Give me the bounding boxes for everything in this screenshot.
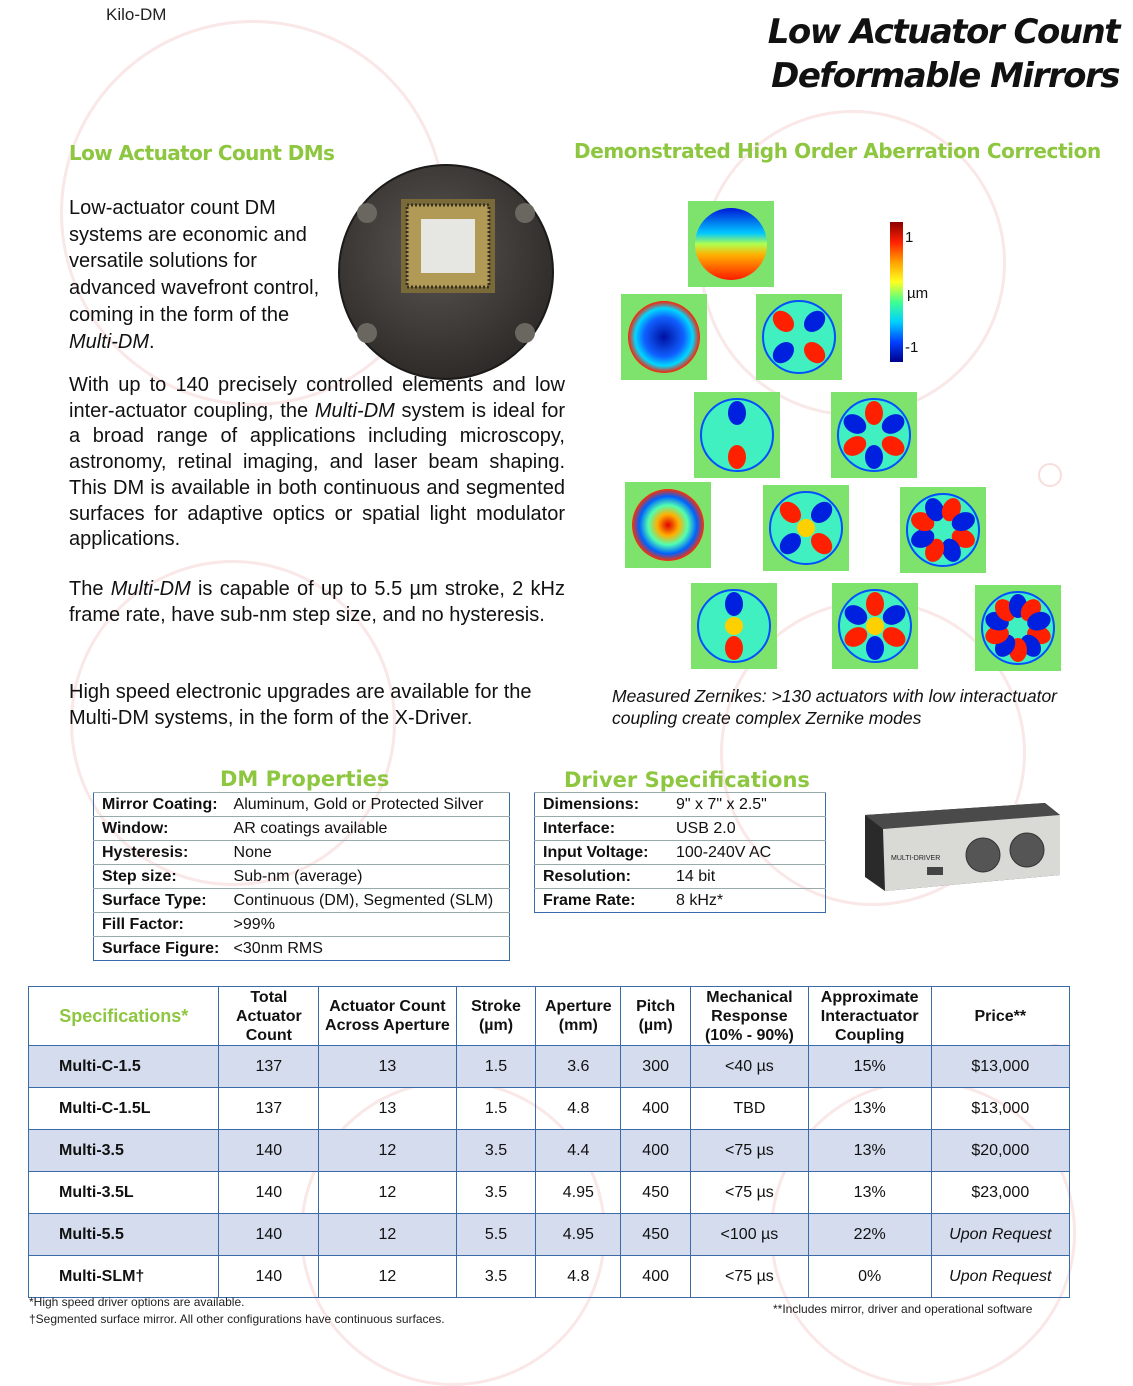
spec-value-cell: 13% (808, 1172, 931, 1214)
spec-value-cell: <75 µs (691, 1130, 809, 1172)
spec-value-cell: 4.4 (536, 1130, 621, 1172)
table-row (29, 1214, 1070, 1256)
section-heading-aberration: Demonstrated High Order Aberration Correction (574, 139, 1101, 163)
spec-value-cell: 3.5 (456, 1172, 536, 1214)
footnote-driver: *High speed driver options are available. (29, 1295, 245, 1309)
spec-value-cell: 400 (621, 1130, 691, 1172)
watermark-dot (1038, 463, 1062, 487)
driver-photo (855, 795, 1065, 895)
p1-emphasis: Multi-DM (314, 399, 395, 422)
table-row (29, 1172, 1070, 1214)
spec-value-cell: 137 (219, 1088, 319, 1130)
p2-emphasis: Multi-DM (110, 578, 191, 600)
driver-spec-value: 9" x 7" x 2.5" (668, 793, 826, 817)
spec-value-cell: 13% (808, 1088, 931, 1130)
spec-value-cell: 5.5 (456, 1214, 536, 1256)
spec-value-cell: 13 (319, 1046, 456, 1088)
model-name-cell: Multi-SLM† (29, 1256, 219, 1298)
driver-specs-table (534, 792, 826, 913)
zernike-mode-sec-tre (832, 583, 918, 669)
driver-spec-key: Dimensions: (535, 793, 669, 817)
spec-value-cell: 0% (808, 1256, 931, 1298)
zernike-caption: Measured Zernikes: >130 actuators with low interactuator coupling create complex Zernike modes (612, 686, 1058, 728)
spec-value-cell: 137 (219, 1046, 319, 1088)
dm-property-value: Aluminum, Gold or Protected Silver (226, 793, 510, 817)
spec-value-cell: 12 (319, 1130, 456, 1172)
spec-value-cell: <75 µs (691, 1172, 809, 1214)
dm-property-row (94, 841, 510, 865)
dm-property-key: Surface Figure: (94, 937, 226, 961)
model-name-cell: Multi-3.5 (29, 1130, 219, 1172)
table-row (29, 1046, 1070, 1088)
spec-value-cell: 3.5 (456, 1256, 536, 1298)
spec-value-cell: 140 (219, 1256, 319, 1298)
spec-value-cell: <40 µs (691, 1046, 809, 1088)
spec-value-cell: $20,000 (931, 1130, 1069, 1172)
zernike-mode-penta (975, 585, 1061, 671)
table-row (29, 1088, 1070, 1130)
spec-value-cell: $23,000 (931, 1172, 1069, 1214)
zernike-mode-defocus (621, 294, 707, 380)
spec-header-cell: Stroke (µm) (456, 987, 536, 1046)
dm-property-row (94, 937, 510, 961)
zernike-mode-sph (625, 482, 711, 568)
dm-property-row (94, 889, 510, 913)
zernike-mode-coma (694, 392, 780, 478)
driver-spec-row (535, 793, 826, 817)
spec-header-cell: Pitch (µm) (621, 987, 691, 1046)
dm-property-row (94, 793, 510, 817)
driver-spec-row (535, 817, 826, 841)
spec-value-cell: 3.5 (456, 1130, 536, 1172)
driver-spec-key: Frame Rate: (535, 889, 669, 913)
zernike-mode-quad (900, 487, 986, 573)
spec-value-cell: 13 (319, 1088, 456, 1130)
driver-spec-row (535, 865, 826, 889)
zernike-mode-sec-coma (691, 583, 777, 669)
driver-spec-key: Interface: (535, 817, 669, 841)
zernike-mode-tilt (688, 201, 774, 287)
table-row (29, 1130, 1070, 1172)
driver-spec-value: 14 bit (668, 865, 826, 889)
spec-value-cell: $13,000 (931, 1046, 1069, 1088)
zernike-mode-sec-astig (763, 485, 849, 571)
page-title (519, 10, 1119, 98)
dm-property-row (94, 865, 510, 889)
title-line-2: Deformable Mirrors (771, 56, 1119, 96)
spec-value-cell: 12 (319, 1256, 456, 1298)
spec-value-cell: 22% (808, 1214, 931, 1256)
title-line-1: Low Actuator Count (767, 12, 1119, 52)
spec-value-cell: 450 (621, 1172, 691, 1214)
spec-value-cell: 140 (219, 1172, 319, 1214)
dm-property-value: None (226, 841, 510, 865)
footnote-price: **Includes mirror, driver and operational software (773, 1302, 1033, 1316)
p2-text-a: The (69, 578, 111, 600)
footnote-segmented: †Segmented surface mirror. All other configurations have continuous surfaces. (29, 1312, 445, 1326)
zernike-mode-astig (756, 294, 842, 380)
model-name-cell: Multi-3.5L (29, 1172, 219, 1214)
colorbar-unit-label: µm (907, 285, 929, 302)
spec-value-cell: 12 (319, 1172, 456, 1214)
paragraph-stroke (69, 577, 565, 628)
spec-value-cell: 400 (621, 1088, 691, 1130)
intro-end: . (149, 330, 155, 353)
dm-property-row (94, 913, 510, 937)
spec-header-cell: Actuator Count Across Aperture (319, 987, 456, 1046)
dm-property-value: >99% (226, 913, 510, 937)
dm-property-key: Step size: (94, 865, 226, 889)
driver-spec-row (535, 889, 826, 913)
mirror-photo (337, 163, 555, 381)
colorbar-max-label: 1 (905, 229, 914, 246)
zernike-mode-trefoil (831, 392, 917, 478)
driver-spec-value: USB 2.0 (668, 817, 826, 841)
spec-value-cell: 4.8 (536, 1256, 621, 1298)
colorbar-min-label: -1 (905, 339, 919, 356)
spec-value-cell: 300 (621, 1046, 691, 1088)
specifications-table (28, 986, 1070, 1298)
dm-property-value: <30nm RMS (226, 937, 510, 961)
driver-spec-key: Resolution: (535, 865, 669, 889)
spec-value-cell: <75 µs (691, 1256, 809, 1298)
dm-properties-heading: DM Properties (220, 767, 390, 791)
driver-photo-label: MULTI-DRIVER (891, 855, 941, 862)
p1-text-a: With up to 140 precisely controlled elements and low inter-actuator coupling, the (69, 374, 565, 422)
spec-value-cell: $13,000 (931, 1088, 1069, 1130)
dm-property-value: Continuous (DM), Segmented (SLM) (226, 889, 510, 913)
spec-value-cell: 450 (621, 1214, 691, 1256)
spec-header-cell: Aperture (mm) (536, 987, 621, 1046)
driver-spec-value: 8 kHz* (668, 889, 826, 913)
spec-value-cell: TBD (691, 1088, 809, 1130)
model-name-cell: Multi-C-1.5 (29, 1046, 219, 1088)
spec-value-cell: 4.95 (536, 1214, 621, 1256)
intro-text: Low-actuator count DM systems are economic and versatile solutions for advanced wavefront control, coming in the form of the (69, 197, 320, 326)
spec-value-cell: 15% (808, 1046, 931, 1088)
spec-value-cell: 400 (621, 1256, 691, 1298)
colorbar (890, 222, 903, 362)
section-heading-low-actuator: Low Actuator Count DMs (69, 141, 335, 165)
spec-value-cell: 1.5 (456, 1088, 536, 1130)
dm-property-key: Fill Factor: (94, 913, 226, 937)
spec-header-cell: Mechanical Response (10% - 90%) (691, 987, 809, 1046)
driver-spec-value: 100-240V AC (668, 841, 826, 865)
dm-property-key: Surface Type: (94, 889, 226, 913)
dm-properties-table (93, 792, 510, 961)
spec-value-cell: Upon Request (931, 1214, 1069, 1256)
dm-property-key: Hysteresis: (94, 841, 226, 865)
spec-value-cell: 12 (319, 1214, 456, 1256)
spec-header-cell: Specifications* (29, 987, 219, 1046)
spec-value-cell: Upon Request (931, 1256, 1069, 1298)
spec-value-cell: 140 (219, 1130, 319, 1172)
driver-specs-heading: Driver Specifications (564, 768, 810, 792)
driver-spec-row (535, 841, 826, 865)
document-tag: Kilo-DM (106, 5, 167, 24)
dm-property-key: Window: (94, 817, 226, 841)
dm-property-key: Mirror Coating: (94, 793, 226, 817)
p2-text-b: is capable of up to 5.5 µm stroke, 2 kHz frame rate, have sub-nm step size, and no hysteresis. (69, 578, 565, 626)
paragraph-elements (69, 373, 565, 553)
intro-emphasis: Multi-DM (69, 330, 149, 353)
spec-value-cell: <100 µs (691, 1214, 809, 1256)
spec-header-cell: Approximate Interactuator Coupling (808, 987, 931, 1046)
model-name-cell: Multi-C-1.5L (29, 1088, 219, 1130)
table-row (29, 1256, 1070, 1298)
dm-property-row (94, 817, 510, 841)
dm-property-value: Sub-nm (average) (226, 865, 510, 889)
spec-value-cell: 13% (808, 1130, 931, 1172)
spec-value-cell: 4.95 (536, 1172, 621, 1214)
intro-paragraph (69, 195, 337, 355)
paragraph-upgrades: High speed electronic upgrades are available for the Multi-DM systems, in the form of the X-Driver. (69, 681, 532, 729)
spec-header-cell: Price** (931, 987, 1069, 1046)
spec-value-cell: 3.6 (536, 1046, 621, 1088)
driver-spec-key: Input Voltage: (535, 841, 669, 865)
spec-value-cell: 4.8 (536, 1088, 621, 1130)
model-name-cell: Multi-5.5 (29, 1214, 219, 1256)
spec-header-cell: Total Actuator Count (219, 987, 319, 1046)
spec-value-cell: 1.5 (456, 1046, 536, 1088)
dm-property-value: AR coatings available (226, 817, 510, 841)
spec-value-cell: 140 (219, 1214, 319, 1256)
p1-text-b: system is ideal for a broad range of applications including microscopy, astronomy, retinal imaging, and laser beam shaping. This DM is available in both continuous and segmented surfaces for adaptive optics or spatial light modulator applications. (69, 399, 565, 551)
